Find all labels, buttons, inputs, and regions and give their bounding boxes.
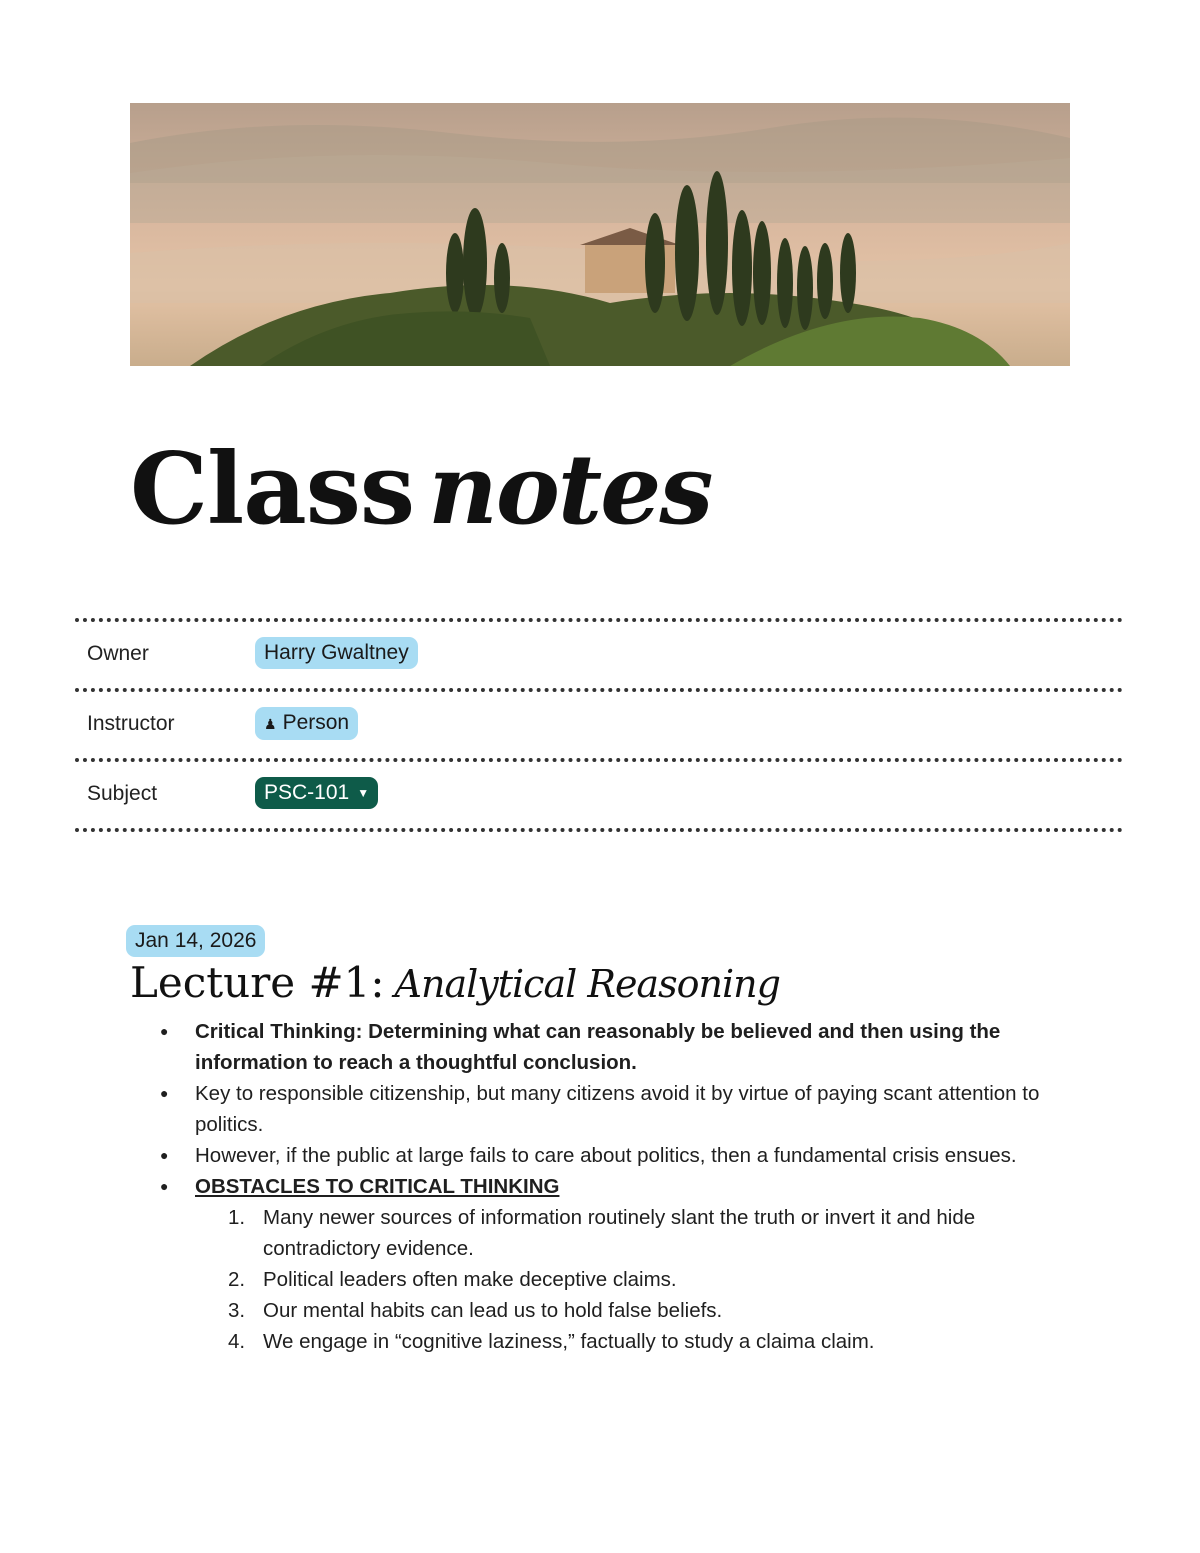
lecture-heading xyxy=(130,958,780,1007)
properties-table xyxy=(75,618,1123,832)
page-title-script: notes xyxy=(428,433,712,546)
list-item: ● Key to responsible citizenship, but many citizens avoid it by virtue of paying scant attention to politics. xyxy=(160,1078,1080,1140)
instructor-chip-label: Person xyxy=(282,711,350,734)
lecture-notes xyxy=(160,1016,1080,1357)
obstacles-heading: OBSTACLES TO CRITICAL THINKING xyxy=(195,1175,560,1198)
lecture-heading-serif: Lecture #1: xyxy=(130,958,385,1007)
date-chip: Jan 14, 2026 xyxy=(126,925,265,957)
instructor-chip[interactable] xyxy=(255,707,358,740)
property-label: Subject xyxy=(87,782,158,805)
person-icon: ♟ xyxy=(264,716,277,732)
numbered-item: 3. Our mental habits can lead us to hold false beliefs. xyxy=(228,1299,723,1322)
obstacles-list xyxy=(228,1202,1080,1357)
property-subject xyxy=(75,758,1123,832)
lecture-date[interactable] xyxy=(126,925,265,957)
property-instructor xyxy=(75,688,1123,758)
property-label: Instructor xyxy=(87,712,175,735)
property-owner xyxy=(75,618,1123,688)
list-item: ● Critical Thinking: Determining what can reasonably be believed and then using the information to reach a thoughtful conclusion. xyxy=(160,1016,1080,1078)
list-item: ● However, if the public at large fails to care about politics, then a fundamental crisis ensues. xyxy=(160,1140,1080,1171)
numbered-item: 1. Many newer sources of information routinely slant the truth or invert it and hide contradictory evidence. xyxy=(228,1206,976,1260)
owner-chip[interactable]: Harry Gwaltney xyxy=(255,637,418,669)
list-item xyxy=(160,1171,1080,1202)
page-title-serif: Class xyxy=(130,432,415,547)
property-label: Owner xyxy=(87,642,149,665)
numbered-item: 4. We engage in “cognitive laziness,” factually to study a claima claim. xyxy=(228,1330,875,1353)
subject-select-value: PSC-101 xyxy=(264,781,350,804)
page-title xyxy=(130,432,711,552)
numbered-item: 2. Political leaders often make deceptive claims. xyxy=(228,1268,677,1291)
cover-image xyxy=(130,103,1070,366)
lecture-heading-script: Analytical Reasoning xyxy=(394,962,780,1006)
subject-select[interactable] xyxy=(255,777,378,809)
chevron-down-icon: ▼ xyxy=(357,786,370,800)
